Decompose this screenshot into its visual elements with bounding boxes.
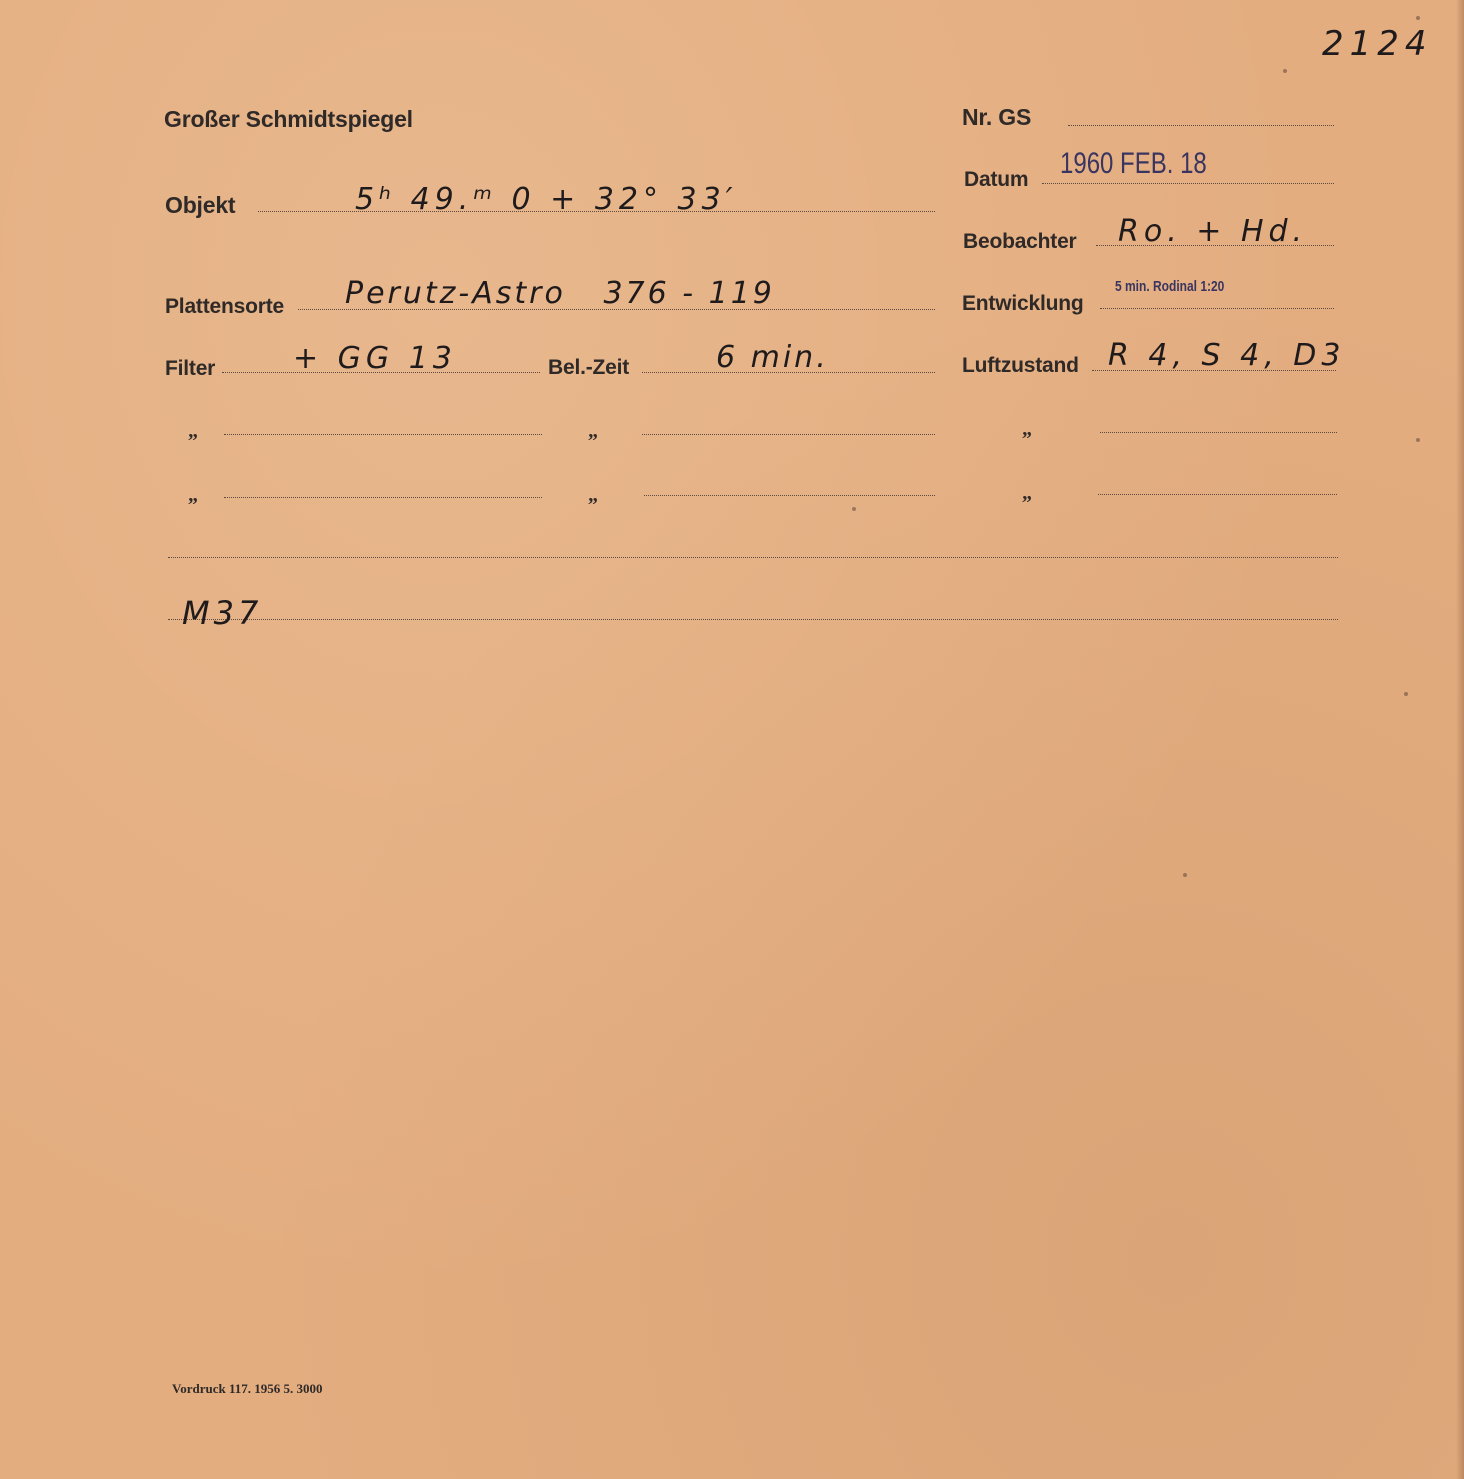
beobachter-value: Ro. + Hd. (1118, 214, 1308, 249)
ditto-line (1100, 432, 1337, 433)
filter-value: + GG 13 (293, 341, 457, 376)
plattensorte-value: Perutz-Astro 376 - 119 (345, 276, 775, 311)
ditto-mark: „ (588, 484, 598, 506)
nr-gs-label: Nr. GS (962, 104, 1032, 130)
nr-gs-line (1068, 125, 1334, 126)
datum-label: Datum (964, 168, 1029, 191)
card-edge-shadow (1456, 0, 1464, 1479)
entwicklung-stamp: 5 min. Rodinal 1:20 (1115, 278, 1225, 295)
paper-speck (1404, 692, 1408, 696)
notes-line (168, 619, 1338, 620)
filter-label: Filter (165, 357, 216, 380)
ditto-mark: „ (588, 420, 598, 442)
ditto-mark: „ (1022, 418, 1032, 440)
ditto-mark: „ (188, 484, 198, 506)
beobachter-label: Beobachter (963, 230, 1077, 253)
paper-speck (1283, 69, 1287, 73)
card-number: 2124 (1322, 24, 1433, 64)
bel-zeit-value: 6 min. (716, 340, 829, 375)
ditto-line (1098, 494, 1337, 495)
luftzustand-label: Luftzustand (962, 354, 1079, 377)
notes-value: M37 (182, 594, 263, 632)
form-title: Großer Schmidtspiegel (164, 106, 413, 132)
form-print-note: Vordruck 117. 1956 5. 3000 (172, 1381, 323, 1396)
ditto-line (224, 434, 542, 435)
notes-line (168, 557, 1338, 558)
ditto-line (224, 497, 542, 498)
paper-speck (1416, 16, 1420, 20)
ditto-mark: „ (188, 420, 198, 442)
datum-stamp: 1960 FEB. 18 (1060, 147, 1207, 180)
paper-speck (1183, 873, 1187, 877)
ditto-mark: „ (1022, 482, 1032, 504)
objekt-value: 5ʰ 49.ᵐ 0 + 32° 33′ (355, 182, 738, 217)
ditto-line (642, 434, 935, 435)
bel-zeit-label: Bel.-Zeit (548, 356, 630, 379)
plattensorte-label: Plattensorte (165, 295, 284, 318)
paper-speck (852, 507, 856, 511)
ditto-line (644, 495, 935, 496)
datum-line (1042, 183, 1334, 184)
entwicklung-label: Entwicklung (962, 292, 1084, 315)
objekt-label: Objekt (165, 192, 236, 218)
luftzustand-value: R 4, S 4, D3 (1108, 338, 1346, 373)
entwicklung-line (1100, 308, 1334, 309)
paper-speck (1416, 438, 1420, 442)
